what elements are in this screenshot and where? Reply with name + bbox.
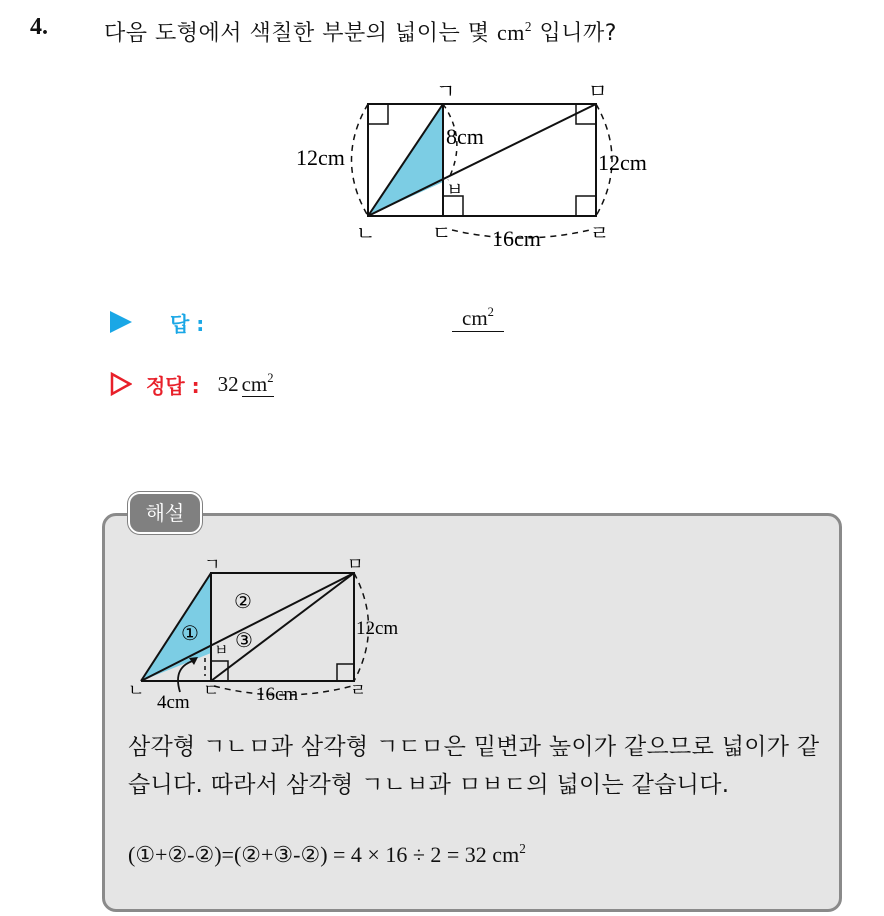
answer-key-label: 정답 : <box>146 373 200 398</box>
region-3-label: ③ <box>235 628 253 652</box>
question-suffix: 입니까? <box>539 21 617 46</box>
solution-tab: 해설 <box>128 492 202 534</box>
label-n: ㄴ <box>356 221 376 245</box>
solution-line-d-m <box>211 573 354 681</box>
sol-label-n: ㄴ <box>128 681 145 701</box>
question-number: 4. <box>30 14 48 40</box>
solution-text: 삼각형 ㄱㄴㅁ과 삼각형 ㄱㄷㅁ은 밑변과 높이가 같으므로 넓이가 같습니다. 따라서 삼각형 ㄱㄴㅂ과 ㅁㅂㄷ의 넓이는 같습니다. <box>128 734 820 798</box>
label-g: ㄱ <box>436 79 456 103</box>
sol-label-b: ㅂ <box>214 641 229 659</box>
dim-segment: 8cm <box>446 124 484 149</box>
answer-key-value: 32 $cm^2$ <box>217 370 274 396</box>
label-b: ㅂ <box>446 180 464 201</box>
label-m: ㅁ <box>588 79 608 103</box>
sol-dim-small: 4cm <box>157 692 190 713</box>
sol-label-g: ㄱ <box>204 555 221 575</box>
sol-label-m: ㅁ <box>347 555 364 575</box>
question-prompt: 다음 도형에서 색칠한 부분의 넓이는 몇 <box>104 21 490 46</box>
question-unit: $cm^2$ <box>497 18 532 45</box>
label-r: ㄹ <box>590 221 610 245</box>
dim-bottom: 16cm <box>492 226 541 251</box>
answer-input[interactable]: $cm^2$ <box>452 306 504 332</box>
sol-dim-height: 12cm <box>356 618 399 639</box>
answer-label: 답 : <box>170 311 205 336</box>
solution-equation: (①+②-②)=(②+③-②) = 4 × 16 ÷ 2 = 32 $cm^2$ <box>128 840 526 867</box>
region-1-label: ① <box>181 621 199 645</box>
dim-left-height: 12cm <box>296 145 345 170</box>
right-angle-mark <box>337 664 354 681</box>
sol-dim-bottom: 16cm <box>256 684 299 705</box>
sol-label-r: ㄹ <box>350 681 367 701</box>
dim-right-height: 12cm <box>598 150 647 175</box>
sol-label-d: ㄷ <box>203 681 220 701</box>
region-2-label: ② <box>234 589 252 613</box>
label-d: ㄷ <box>432 221 452 245</box>
